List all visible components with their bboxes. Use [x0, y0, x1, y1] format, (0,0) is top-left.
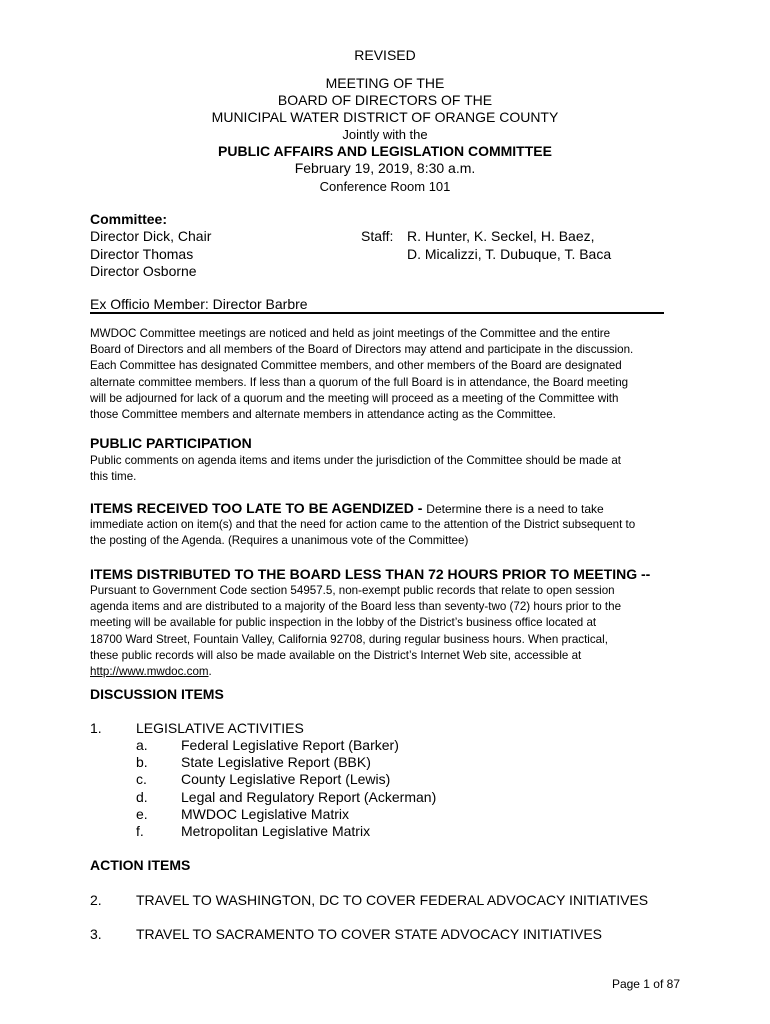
- item-number: 3.: [90, 926, 102, 942]
- committee-name: PUBLIC AFFAIRS AND LEGISLATION COMMITTEE: [218, 143, 552, 159]
- late-items-heading: ITEMS RECEIVED TOO LATE TO BE AGENDIZED -: [90, 500, 427, 516]
- committee-member: Director Osborne: [90, 263, 197, 279]
- item-title: TRAVEL TO SACRAMENTO TO COVER STATE ADVOCACY INITIATIVES: [136, 926, 602, 942]
- subitem-letter: f.: [136, 823, 144, 839]
- late-items-text: [90, 517, 680, 549]
- public-participation-heading: PUBLIC PARTICIPATION: [90, 435, 252, 451]
- subitem-letter: c.: [136, 771, 147, 787]
- page-number: Page 1 of 87: [611, 977, 680, 991]
- meeting-title-line2: BOARD OF DIRECTORS OF THE: [277, 92, 493, 108]
- meeting-title-line3: MUNICIPAL WATER DISTRICT OF ORANGE COUNTY: [211, 109, 559, 125]
- text-line: immediate action on item(s) and that the need for action came to the attention of the District subsequent to: [90, 518, 636, 531]
- item-title: LEGISLATIVE ACTIVITIES: [136, 720, 304, 736]
- revised-label: REVISED: [354, 47, 416, 63]
- jointly-label: Jointly with the: [342, 127, 428, 142]
- meeting-datetime: February 19, 2019, 8:30 a.m.: [294, 160, 476, 176]
- subitem-text: Metropolitan Legislative Matrix: [181, 823, 371, 839]
- meeting-room: Conference Room 101: [319, 179, 451, 194]
- subitem-letter: b.: [136, 754, 148, 770]
- committee-member: Director Thomas: [90, 246, 194, 262]
- subitem-text: Legal and Regulatory Report (Ackerman): [181, 789, 437, 805]
- text-line: [90, 664, 680, 680]
- discussion-items-heading: DISCUSSION ITEMS: [90, 686, 224, 702]
- staff-line1: R. Hunter, K. Seckel, H. Baez,: [407, 228, 595, 244]
- ex-officio-member: Ex Officio Member: Director Barbre: [90, 296, 308, 312]
- subitem-letter: e.: [136, 806, 148, 822]
- text-line: 18700 Ward Street, Fountain Valley, California 92708, during regular business hours. When practical,: [90, 632, 608, 646]
- notice-line: Board of Directors and all members of the Board of Directors may attend and participate in the discussion.: [90, 343, 634, 357]
- committee-label: Committee:: [90, 211, 168, 227]
- link-suffix: .: [208, 665, 212, 679]
- mwdoc-website-link[interactable]: http://www.mwdoc.com: [90, 665, 209, 679]
- subitem-letter: d.: [136, 789, 148, 805]
- distributed-items-heading: ITEMS DISTRIBUTED TO THE BOARD LESS THAN 72 HOURS PRIOR TO MEETING --: [90, 566, 651, 582]
- committee-member: Director Dick, Chair: [90, 228, 212, 244]
- item-number: 2.: [90, 892, 102, 908]
- text-line: these public records will also be made available on the District’s Internet Web site, accessible at: [90, 648, 582, 662]
- text-line: Public comments on agenda items and items under the jurisdiction of the Committee should be made at: [90, 454, 622, 467]
- meeting-title-line1: MEETING OF THE: [325, 75, 445, 91]
- public-participation-text: [90, 453, 680, 485]
- notice-line: Each Committee has designated Committee members, and other members of the Board are designated: [90, 359, 622, 373]
- item-number: 1.: [90, 720, 102, 736]
- notice-paragraph: [90, 326, 680, 423]
- text-line: the posting of the Agenda. (Requires a unanimous vote of the Committee): [90, 534, 469, 548]
- text-line: agenda items and are distributed to a majority of the Board less than seventy-two (72) hours prior to the: [90, 600, 622, 614]
- text-line: meeting will be available for public inspection in the lobby of the District’s business office located at: [90, 616, 597, 630]
- notice-line: those Committee members and alternate members in attendance acting as the Committee.: [90, 408, 556, 422]
- subitem-letter: a.: [136, 737, 148, 753]
- section-divider: [90, 312, 664, 314]
- subitem-text: State Legislative Report (BBK): [181, 754, 371, 770]
- late-items-heading-line: [90, 500, 604, 518]
- distributed-items-text: [90, 583, 680, 680]
- notice-line: will be adjourned for lack of a quorum and the meeting will proceed as a meeting of the Committee with: [90, 391, 619, 405]
- text-line: Pursuant to Government Code section 54957.5, non-exempt public records that relate to open session: [90, 584, 615, 597]
- item-title: TRAVEL TO WASHINGTON, DC TO COVER FEDERAL ADVOCACY INITIATIVES: [136, 892, 649, 908]
- subitem-text: Federal Legislative Report (Barker): [181, 737, 399, 753]
- subitem-text: County Legislative Report (Lewis): [181, 771, 391, 787]
- subitem-text: MWDOC Legislative Matrix: [181, 806, 350, 822]
- text-line: this time.: [90, 470, 137, 484]
- notice-line: MWDOC Committee meetings are noticed and held as joint meetings of the Committee and the entire: [90, 327, 611, 340]
- notice-line: alternate committee members. If less than a quorum of the full Board is in attendance, the Board meeting: [90, 375, 629, 389]
- action-items-heading: ACTION ITEMS: [90, 857, 191, 873]
- staff-label: Staff:: [361, 228, 394, 244]
- staff-line2: D. Micalizzi, T. Dubuque, T. Baca: [407, 246, 612, 262]
- late-items-first-line: Determine there is a need to take: [426, 502, 604, 516]
